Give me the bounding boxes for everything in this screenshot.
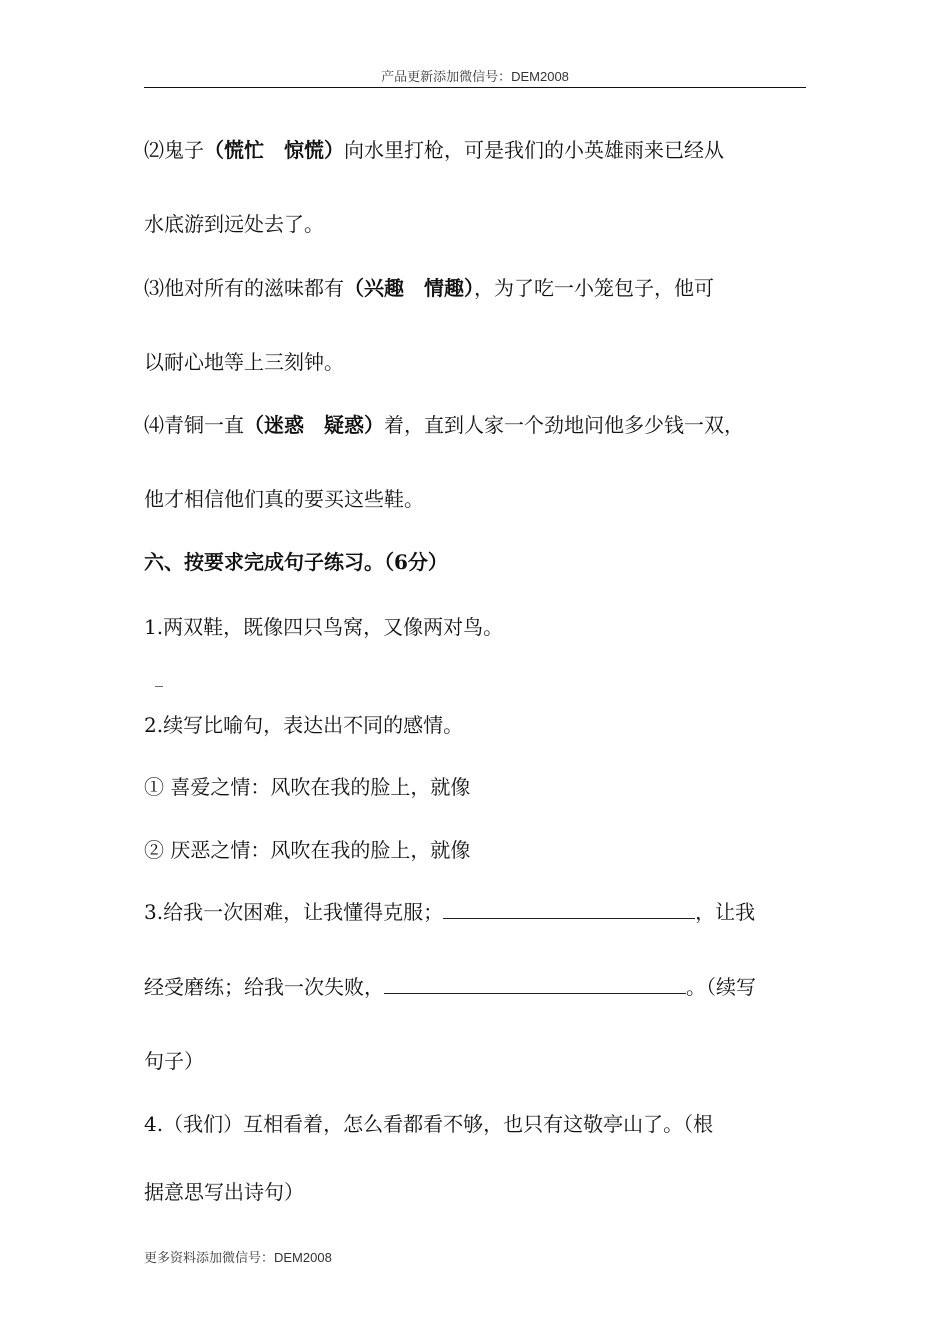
s3-line1 [144,900,755,924]
s3-part4: 。（续写 [686,975,756,999]
s2-text: 2.续写比喻句，表达出不同的感情。 [144,713,464,737]
q2-choice: （慌忙 惊慌） [204,138,344,162]
header-rule [144,87,806,88]
s3-line2 [144,975,756,999]
q4-choice: （迷惑 疑惑） [244,413,384,437]
q4-line [144,413,744,437]
q3-choice: （兴趣 情趣） [344,276,474,300]
q3-suffix: ，为了吃一小笼包子，他可 [474,276,714,300]
q2-continuation: 水底游到远处去了。 [144,212,324,236]
s3-blank-1[interactable] [443,900,695,919]
q3-line [144,276,714,300]
page-header: 产品更新添加微信号：DEM2008 [381,69,569,84]
s3-part1: 3.给我一次困难，让我懂得克服； [144,900,444,924]
s1-text: 1.两双鞋，既像四只鸟窝，又像两对鸟。 [144,615,504,639]
q2-prefix: ⑵鬼子 [144,138,204,162]
s4-continuation: 据意思写出诗句） [144,1180,304,1204]
s3-part2: ，让我 [695,900,756,924]
s3-line3: 句子） [144,1049,204,1073]
s3-blank-2[interactable] [384,975,686,994]
q3-continuation: 以耐心地等上三刻钟。 [144,350,344,374]
section6-title: 六、按要求完成句子练习。（6分） [144,550,448,574]
q2-line [144,138,724,162]
page-footer: 更多资料添加微信号：DEM2008 [144,1250,332,1265]
q4-suffix: 着，直到人家一个劲地问他多少钱一双， [384,413,744,437]
s4-text: 4.（我们）互相看着，怎么看都看不够，也只有这敬亭山了。（根 [144,1112,714,1136]
s1-answer-dash: _ [155,668,163,687]
s3-part3: 经受磨练；给我一次失败， [144,975,384,999]
q4-prefix: ⑷青铜一直 [144,413,244,437]
s2-item-b: ② 厌恶之情：风吹在我的脸上，就像 [144,838,471,862]
q3-prefix: ⑶他对所有的滋味都有 [144,276,344,300]
s2-item-a: ① 喜爱之情：风吹在我的脸上，就像 [144,775,471,799]
q2-suffix: 向水里打枪，可是我们的小英雄雨来已经从 [344,138,724,162]
q4-continuation: 他才相信他们真的要买这些鞋。 [144,487,424,511]
